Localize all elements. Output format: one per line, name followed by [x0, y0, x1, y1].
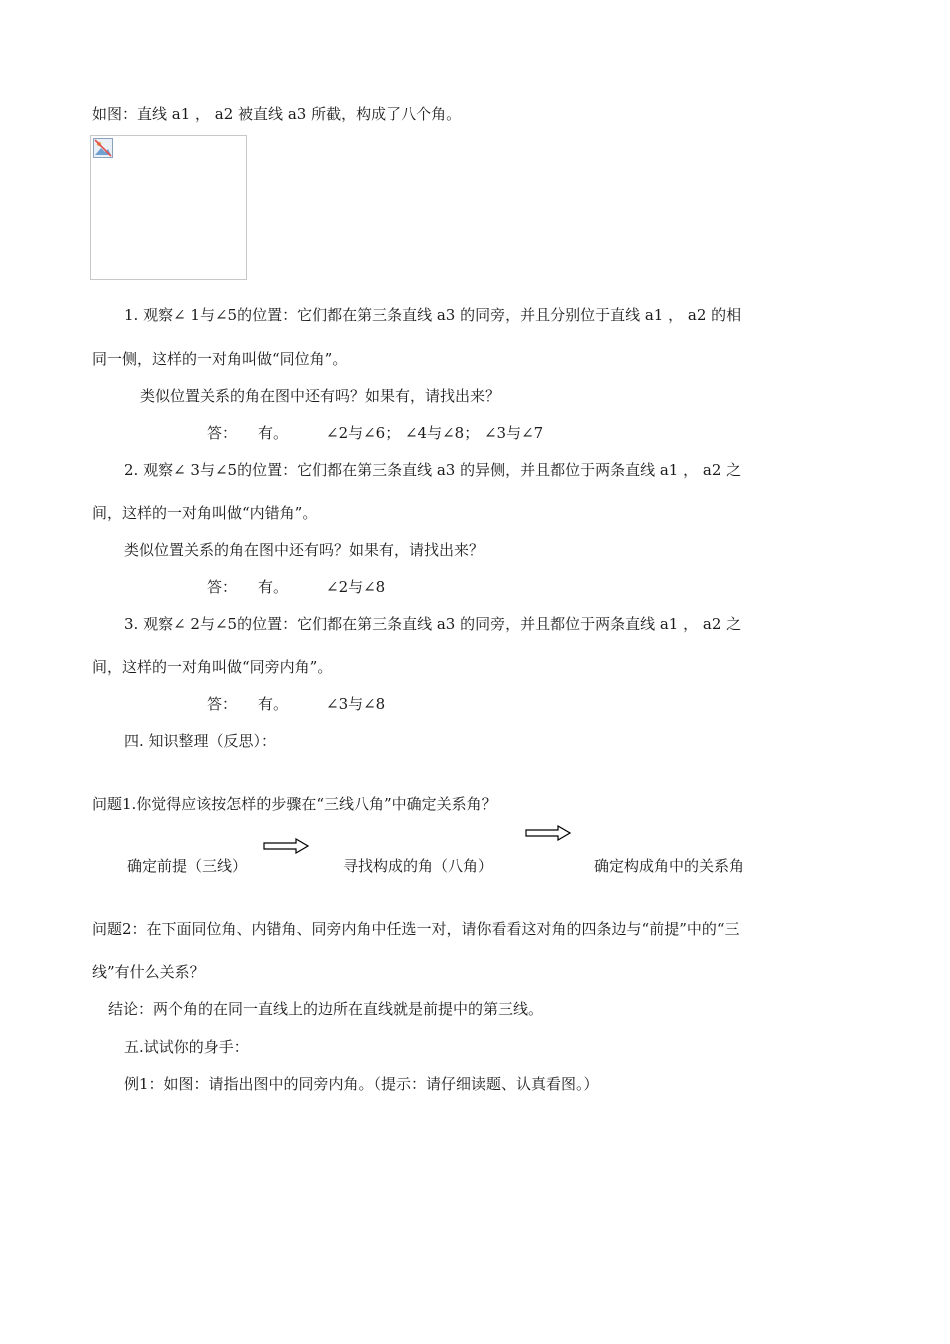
item2-answer-label: 答：: [207, 578, 238, 596]
broken-image-icon: [93, 138, 113, 158]
section4-heading: 四. 知识整理（反思）：: [124, 732, 277, 750]
step-find-angles: 寻找构成的角（八角）: [343, 857, 494, 875]
item3-answer-pairs: ∠3与∠8: [326, 695, 386, 713]
step-relation-angles: 确定构成角中的关系角: [594, 857, 745, 875]
item2-line2: 间，这样的一对角叫做“内错角”。: [92, 504, 318, 522]
item1-line1: 1. 观察∠ 1与∠5的位置：它们都在第三条直线 a3 的同旁，并且分别位于直线 a1 ， a2 的相: [124, 306, 742, 324]
item1-line2: 同一侧，这样的一对角叫做“同位角”。: [92, 350, 348, 368]
item1-answer-yes: 有。: [258, 424, 289, 442]
item1-answer-pairs: ∠2与∠6； ∠4与∠8； ∠3与∠7: [326, 424, 544, 442]
step-premise: 确定前提（三线）: [127, 857, 248, 875]
item2-answer-pairs: ∠2与∠8: [326, 578, 386, 596]
section5-heading: 五.试试你的身手：: [124, 1038, 249, 1056]
problem1-text: 问题1.你觉得应该按怎样的步骤在“三线八角”中确定关系角？: [92, 795, 497, 813]
item3-answer-label: 答：: [207, 695, 238, 713]
example1-text: 例1：如图：请指出图中的同旁内角。（提示：请仔细读题、认真看图。）: [124, 1075, 599, 1093]
hollow-arrow-icon: [263, 838, 309, 854]
item2-answer-yes: 有。: [258, 578, 289, 596]
item2-line1: 2. 观察∠ 3与∠5的位置：它们都在第三条直线 a3 的异侧，并且都位于两条直线 a1 ， a2 之: [124, 461, 742, 479]
figure-placeholder: [90, 135, 247, 280]
hollow-arrow-icon: [525, 825, 571, 841]
item3-line2: 间，这样的一对角叫做“同旁内角”。: [92, 658, 333, 676]
item1-question: 类似位置关系的角在图中还有吗？如果有，请找出来？: [140, 387, 501, 405]
item3-line1: 3. 观察∠ 2与∠5的位置：它们都在第三条直线 a3 的同旁，并且都位于两条直线 a1 ， a2 之: [124, 615, 742, 633]
problem2-line1: 问题2：在下面同位角、内错角、同旁内角中任选一对，请你看看这对角的四条边与“前提”中的“三: [92, 920, 740, 938]
problem2-line2: 线”有什么关系？: [92, 963, 205, 981]
item1-answer-label: 答：: [207, 424, 238, 442]
conclusion-text: 结论：两个角的在同一直线上的边所在直线就是前提中的第三线。: [108, 1000, 544, 1018]
item3-answer-yes: 有。: [258, 695, 289, 713]
intro-text: 如图：直线 a1 ， a2 被直线 a3 所截，构成了八个角。: [92, 105, 462, 123]
item2-question: 类似位置关系的角在图中还有吗？如果有，请找出来？: [124, 541, 485, 559]
